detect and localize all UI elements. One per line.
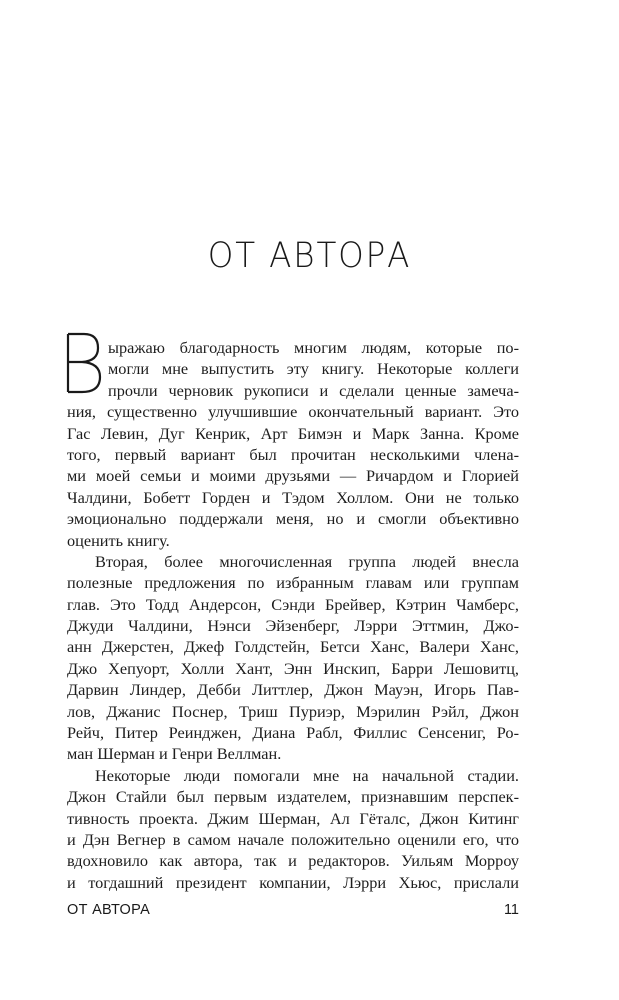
running-head: ОТ АВТОРА xyxy=(67,902,151,918)
text-line: прочли черновик рукописи и сделали ценные замеча- xyxy=(108,380,519,400)
text-line: Вторая, более многочисленная группа людей внесла xyxy=(95,551,519,571)
chapter-title: ОТ АВТОРА xyxy=(207,236,412,276)
text-line: ман Шерман и Генри Веллман. xyxy=(67,744,282,764)
text-line: того, первый вариант был прочитан несколькими члена- xyxy=(67,444,519,464)
text-line: ния, существенно улучшившие окончательный вариант. Это xyxy=(67,402,519,422)
body-text xyxy=(67,337,519,893)
text-line: анн Джерстен, Джеф Голдстейн, Бетси Ханс, Валери Ханс, xyxy=(67,637,519,657)
text-line: Джо Хепуорт, Холли Хант, Энн Инскип, Барри Лешовитц, xyxy=(67,658,519,678)
text-line: Дарвин Линдер, Дебби Литтлер, Джон Мауэн, Игорь Пав- xyxy=(67,680,519,700)
text-line: и Дэн Вегнер в самом начале положительно оценили его, что xyxy=(67,829,519,849)
text-line: Некоторые люди помогали мне на начальной стадии. xyxy=(95,765,519,785)
text-line: оценить книгу. xyxy=(67,530,170,550)
text-line: ми моей семьи и моими друзьями — Ричардом и Глорией xyxy=(67,466,519,486)
text-line: ыражаю благодарность многим людям, которые по- xyxy=(108,338,519,357)
text-line: эмоционально поддержали меня, но и смогли объективно xyxy=(67,509,519,529)
text-line: глав. Это Тодд Андерсон, Сэнди Брейвер, Кэтрин Чамберс, xyxy=(67,594,519,614)
text-line: Гас Левин, Дуг Кенрик, Арт Бимэн и Марк Занна. Кроме xyxy=(67,423,519,443)
text-line: и тогдашний президент компании, Лэрри Хьюс, прислали xyxy=(67,872,519,892)
text-line: могли мне выпустить эту книгу. Некоторые коллеги xyxy=(108,359,519,379)
text-line: Джон Стайли был первым издателем, признавшим перспек- xyxy=(67,787,519,807)
text-line: вдохновило как автора, так и редакторов. Уильям Морроу xyxy=(67,851,519,871)
page-number: 11 xyxy=(503,902,519,918)
text-line: Рейч, Питер Реинджен, Диана Рабл, Филлис Сенсениг, Ро- xyxy=(67,723,519,743)
text-line: тивность проекта. Джим Шерман, Ал Гёталс, Джон Китинг xyxy=(67,808,519,828)
text-line: лов, Джанис Поснер, Триш Пуриэр, Мэрилин Рэйл, Джон xyxy=(67,701,519,721)
text-line: полезные предложения по избранным главам или группам xyxy=(67,573,519,593)
text-line: Джуди Чалдини, Нэнси Эйзенберг, Лэрри Эттмин, Джо- xyxy=(67,616,519,636)
text-line: Чалдини, Бобетт Горден и Тэдом Холлом. Они не только xyxy=(67,487,519,507)
